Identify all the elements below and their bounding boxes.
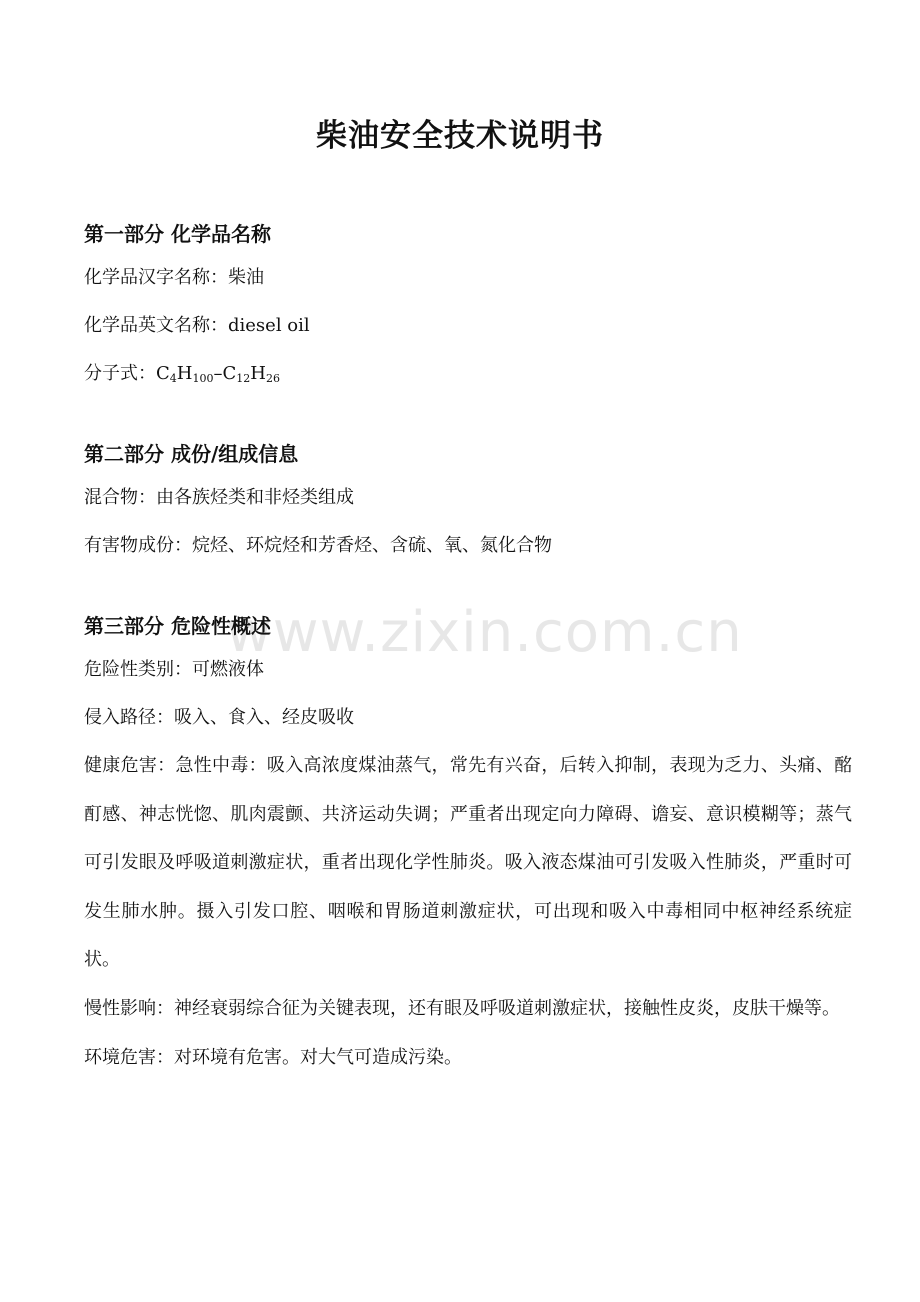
watermark: www.zixin.com.cn: [226, 600, 743, 665]
section-heading: 第一部分 化学品名称: [84, 222, 271, 246]
formula-subscript: 26: [265, 372, 280, 385]
molecular-formula: [84, 350, 852, 398]
hazard-category: 危险性类别：可燃液体: [84, 659, 264, 680]
section-heading: 第二部分 成份/组成信息: [84, 442, 299, 466]
formula-c: C: [222, 363, 237, 384]
harmful-components: 有害物成份：烷烃、环烷烃和芳香烃、含硫、氧、氮化合物: [84, 535, 552, 556]
formula-label: 分子式：: [84, 363, 156, 384]
health-hazards: 健康危害：急性中毒：吸入高浓度煤油蒸气，常先有兴奋，后转入抑制，表现为乏力、头痛、酩酊感、神志恍惚、肌肉震颤、共济运动失调；严重者出现定向力障碍、谵妄、意识模糊等；蒸气可引发眼及呼吸道刺激症状，重者出现化学性肺炎。吸入液态煤油可引发吸入性肺炎，严重时可发生肺水肿。摄入引发口腔、咽喉和胃肠道刺激症状，可出现和吸入中毒相同中枢神经系统症状。: [84, 755, 852, 971]
formula-h: H: [176, 363, 193, 384]
english-name: 化学品英文名称：diesel oil: [84, 315, 310, 336]
section-composition: [84, 434, 852, 570]
chronic-effects: 慢性影响：神经衰弱综合征为关键表现，还有眼及呼吸道刺激症状，接触性皮炎，皮肤干燥等。: [84, 997, 840, 1019]
section-hazards: [84, 606, 852, 1082]
chinese-name: 化学品汉字名称：柴油: [84, 267, 264, 288]
exposure-route: 侵入路径：吸入、食入、经皮吸收: [84, 707, 354, 728]
mixture-info: 混合物：由各族烃类和非烃类组成: [84, 487, 354, 508]
formula-subscript: 12: [236, 372, 251, 385]
document-body: [84, 214, 852, 1082]
section-heading: 第三部分 危险性概述: [84, 614, 271, 638]
document-title: 柴油安全技术说明书: [316, 118, 604, 154]
formula-dash: –: [213, 363, 223, 384]
section-chemical-name: [84, 214, 852, 398]
environmental-hazards: 环境危害：对环境有危害。对大气可造成污染。: [84, 1046, 462, 1068]
formula-subscript: 100: [192, 372, 214, 385]
formula-h: H: [250, 363, 266, 384]
formula-subscript: 4: [169, 372, 177, 385]
formula-c: C: [156, 363, 170, 384]
